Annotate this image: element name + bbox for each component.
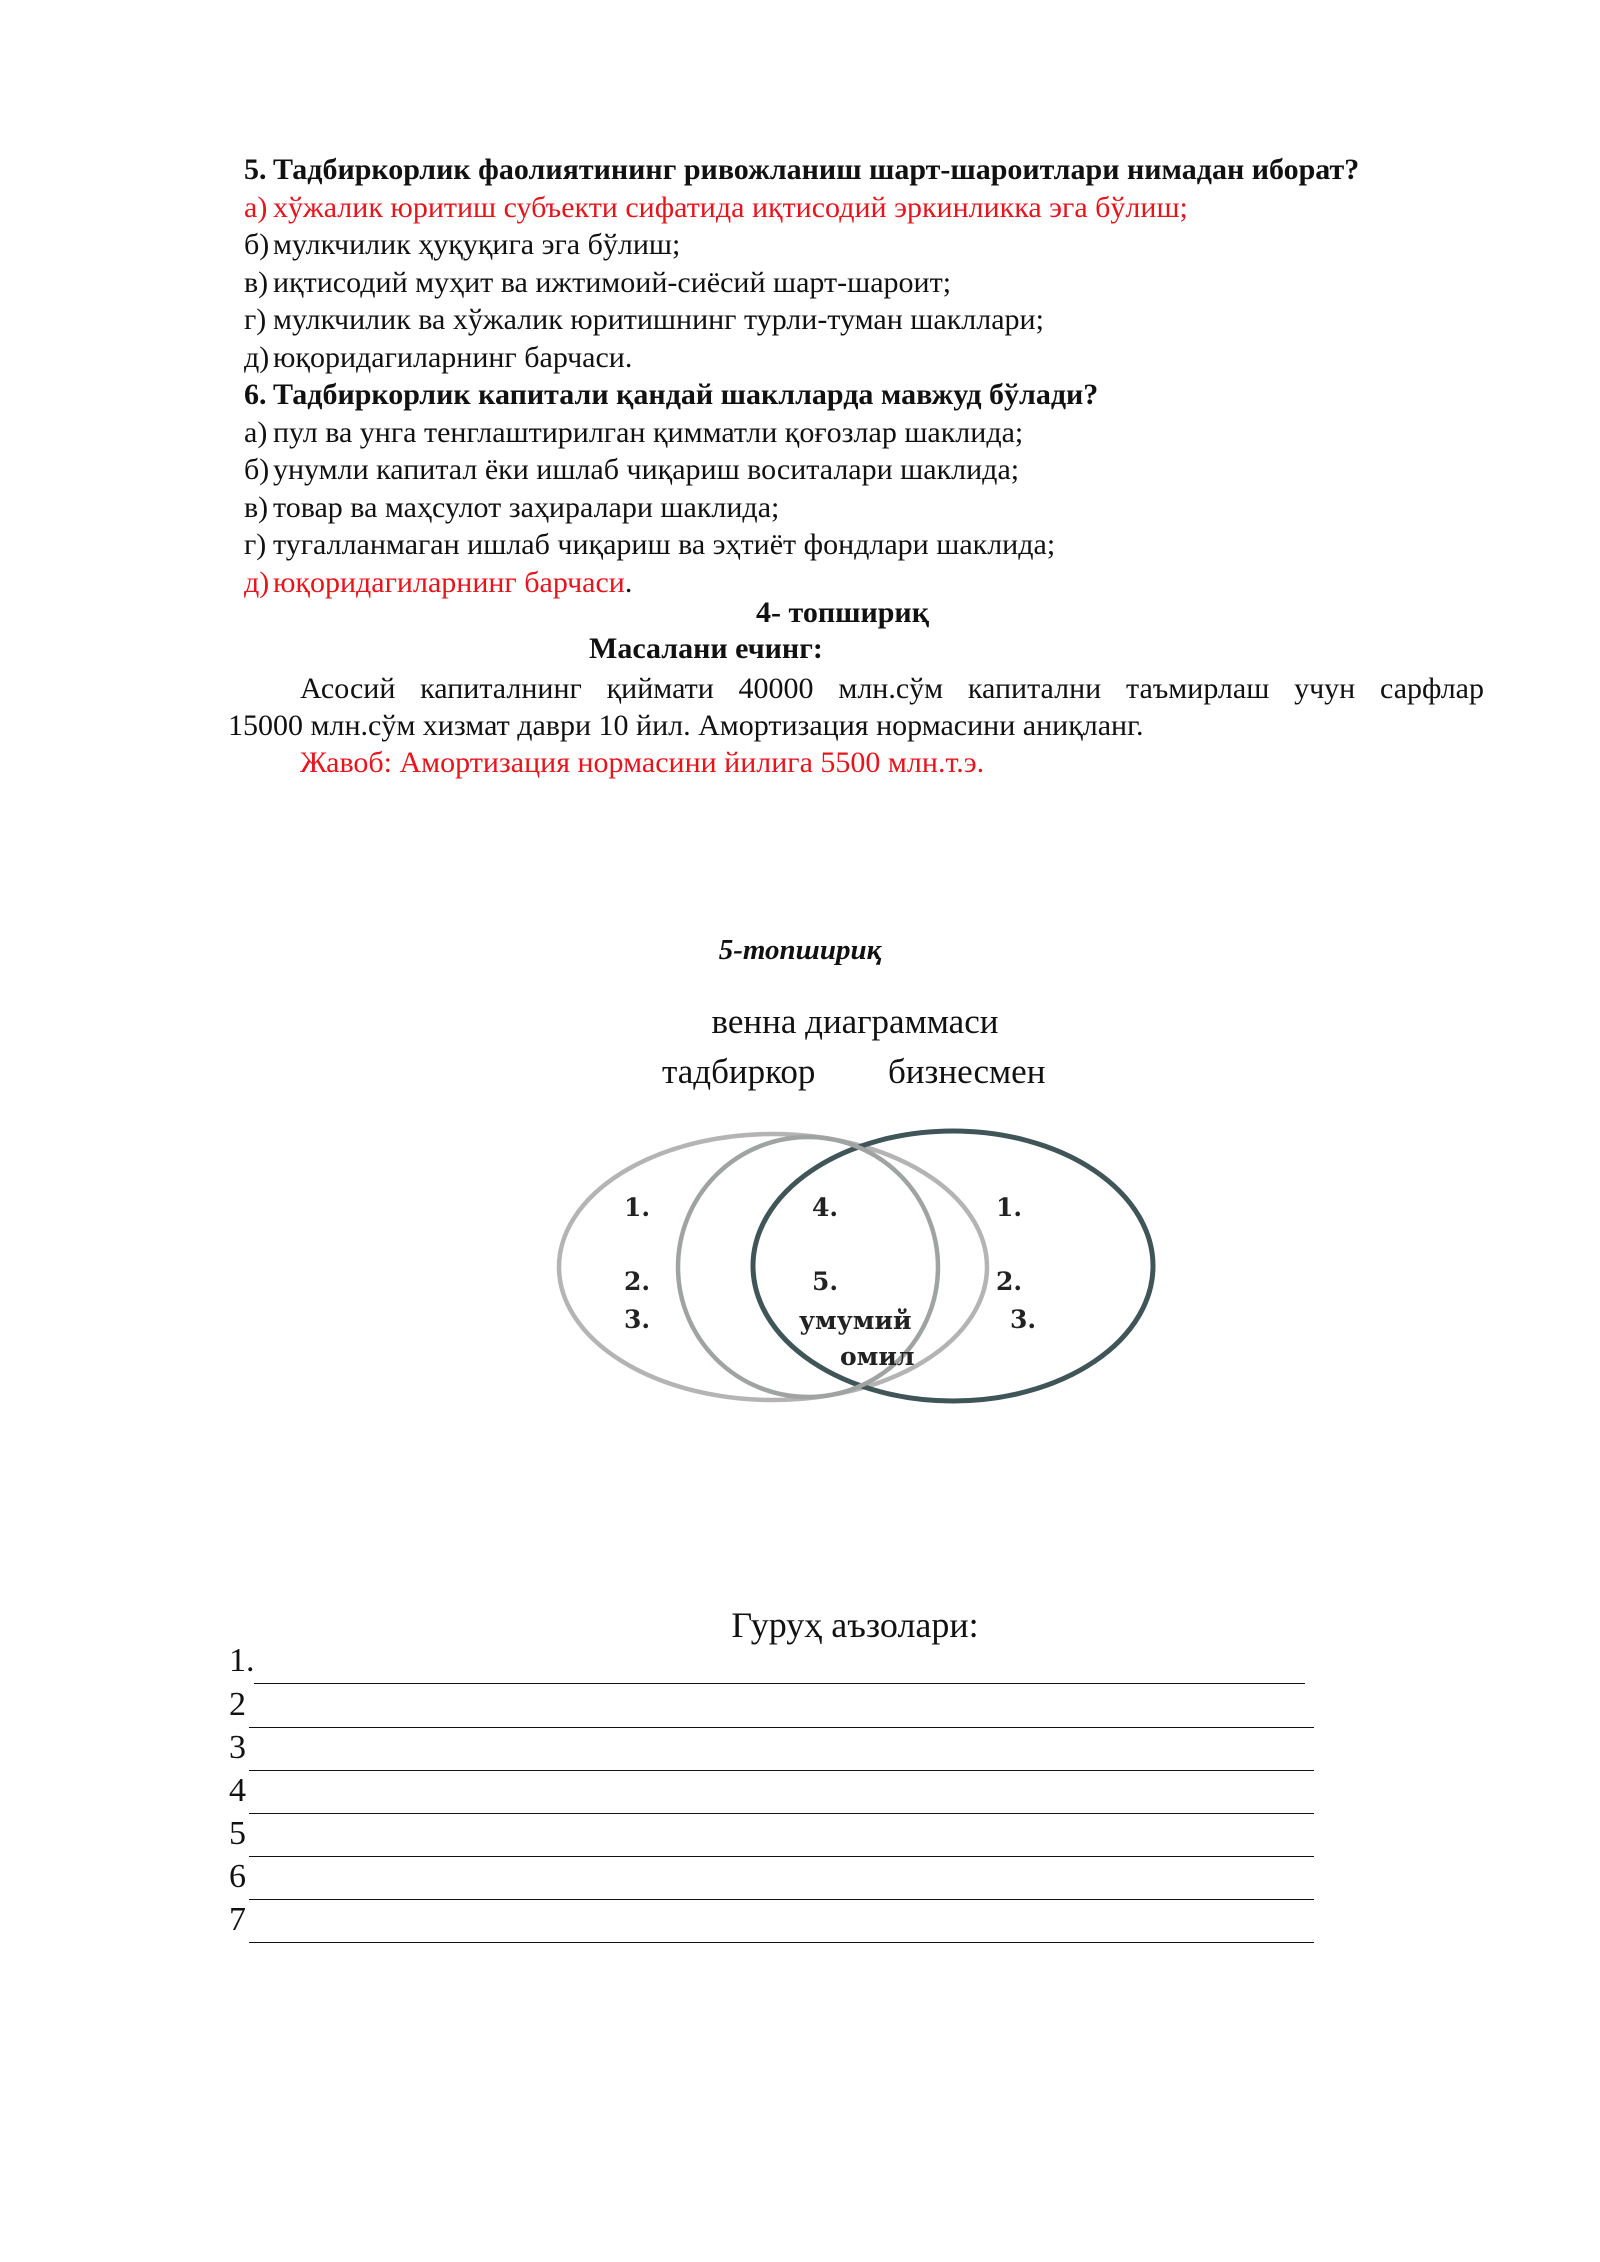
- option-letter: в): [244, 265, 269, 299]
- task-4-problem: [228, 670, 1484, 781]
- blank-line: [249, 1727, 1314, 1728]
- member-number: 7: [229, 1901, 246, 1938]
- option-letter: б): [244, 228, 270, 261]
- blank-line: [249, 1856, 1314, 1857]
- answer-option: [244, 226, 1484, 264]
- problem-text-line-2: 15000 млн.сўм хизмат даври 10 йил. Амортизация нормасини аниқланг.: [228, 709, 1144, 742]
- task-4-heading: 4- топшириқ: [756, 596, 929, 629]
- question-5-title: [244, 151, 1484, 189]
- venn-right-label: бизнесмен: [888, 1052, 1046, 1091]
- member-number: 5: [229, 1815, 246, 1852]
- question-text: Тадбиркорлик фаолиятининг ривожланиш шарт-шароитлари нимадан иборат?: [273, 153, 1360, 186]
- option-text: иқтисодий муҳит ва ижтимоий-сиёсий шарт-шароит;: [273, 265, 952, 299]
- option-text: тугалланмаган ишлаб чиқариш ва эҳтиёт фондлари шаклида;: [273, 528, 1056, 561]
- member-number: 4: [229, 1772, 246, 1809]
- option-letter: г): [244, 528, 267, 561]
- option-text: юқоридагиларнинг барчаси: [273, 565, 625, 599]
- left-item-3: 3.: [624, 1305, 651, 1334]
- venn-diagram: [540, 1100, 1180, 1440]
- option-text: мулкчилик ҳуқуқига эга бўлиш;: [273, 228, 681, 261]
- venn-title: венна диаграммаси: [711, 1002, 999, 1041]
- question-6: [244, 376, 1484, 601]
- right-item-1: 1.: [996, 1193, 1023, 1222]
- right-circle: [753, 1131, 1153, 1401]
- group-members-title: Гуруҳ аъзолари:: [731, 1605, 979, 1645]
- blank-line: [249, 1899, 1314, 1900]
- member-number: 3: [229, 1729, 246, 1766]
- center-caption-line-2: омил: [840, 1342, 915, 1371]
- member-number: 6: [229, 1858, 246, 1895]
- answer-option: [244, 301, 1484, 339]
- question-5: [244, 151, 1484, 376]
- option-text: юқоридагиларнинг барчаси.: [273, 340, 633, 374]
- task-5-heading: 5-топшириқ: [718, 934, 882, 966]
- answer-text: Жавоб: Амортизация нормасини йилига 5500 млн.т.э.: [300, 746, 985, 779]
- answer-option: [244, 339, 1484, 377]
- blank-line: [249, 1813, 1314, 1814]
- center-item-4: 4.: [812, 1193, 839, 1222]
- option-letter: д): [244, 565, 270, 599]
- option-text: мулкчилик ва хўжалик юритишнинг турли-туман шакллари;: [273, 303, 1044, 336]
- venn-left-label: тадбиркор: [662, 1052, 816, 1091]
- blank-line: [249, 1942, 1314, 1943]
- question-number: 5.: [244, 153, 267, 186]
- center-item-5: 5.: [812, 1267, 839, 1296]
- member-number: 1.: [229, 1642, 255, 1679]
- question-text: Тадбиркорлик капитали қандай шаклларда мавжуд бўлади?: [273, 378, 1099, 411]
- option-text: унумли капитал ёки ишлаб чиқариш воситалари шаклида;: [273, 453, 1020, 486]
- answer-option: [244, 264, 1484, 302]
- answer-option: [244, 489, 1484, 527]
- answer-option: [244, 526, 1484, 564]
- option-text: пул ва унга тенглаштирилган қимматли қоғозлар шаклида;: [273, 415, 1024, 449]
- option-letter: б): [244, 453, 270, 486]
- task-4-subheading: Масалани ечинг:: [589, 632, 823, 665]
- answer-option: [244, 451, 1484, 489]
- answer-option: [244, 414, 1484, 452]
- option-letter: г): [244, 303, 267, 336]
- question-number: 6.: [244, 378, 267, 411]
- blank-line: [254, 1683, 1305, 1684]
- problem-text-line-1: Асосий капиталнинг қиймати 40000 млн.сўм капитални таъмирлаш учун сарфлар: [300, 672, 1484, 705]
- answer-option-correct: [244, 189, 1484, 227]
- member-number: 2: [229, 1686, 246, 1723]
- option-text: товар ва маҳсулот заҳиралари шаклида;: [273, 490, 780, 524]
- right-item-3: 3.: [1010, 1305, 1037, 1334]
- option-text: хўжалик юритиш субъекти сифатида иқтисодий эркинликка эга бўлиш;: [273, 190, 1188, 224]
- left-item-2: 2.: [624, 1267, 651, 1296]
- blank-line: [249, 1770, 1314, 1771]
- right-item-2: 2.: [996, 1267, 1023, 1296]
- option-letter: д): [244, 340, 270, 374]
- final-period: .: [624, 565, 633, 599]
- left-item-1: 1.: [624, 1193, 651, 1222]
- option-letter: а): [244, 190, 268, 224]
- question-6-title: [244, 376, 1484, 414]
- option-letter: в): [244, 490, 269, 524]
- option-letter: а): [244, 415, 268, 449]
- center-caption-line-1: умумий: [799, 1306, 912, 1335]
